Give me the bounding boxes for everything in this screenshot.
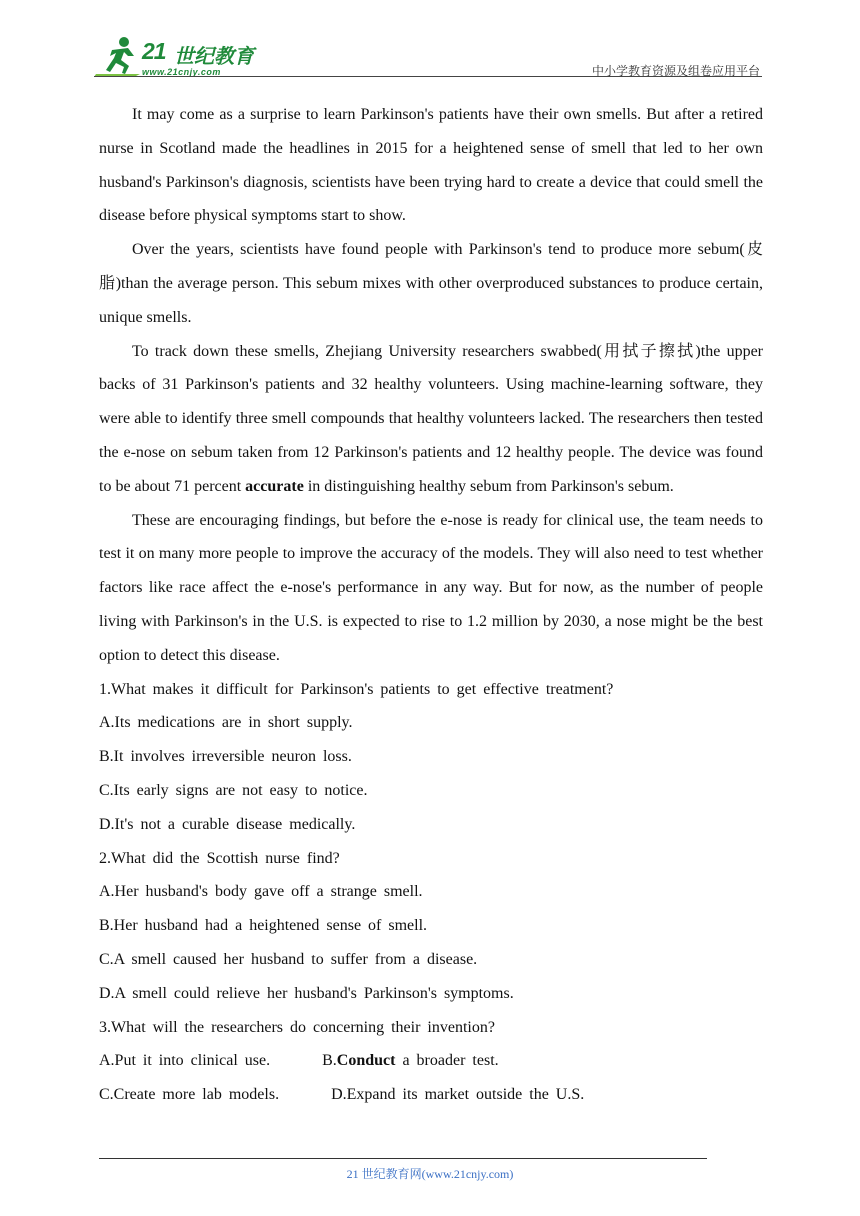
logo-text: 世纪教育 bbox=[174, 44, 254, 68]
option-3c: C.Create more lab models. bbox=[99, 1086, 280, 1104]
option-2a: A.Her husband's body gave off a strange smell. bbox=[99, 883, 423, 901]
paragraph-text: To track down these smells, Zhejiang University researchers swabbed(用拭子擦拭)the upper backs of 31 Parkinson's patients and 32 healthy volunteers. Using machine-learning software, they were able to identify three smell compounds that healthy volunteers lacked. The researchers then tested the e-nose on sebum taken from 12 Parkinson's patients and 12 healthy people. The device was found to be about 71 percent bbox=[99, 342, 763, 495]
passage-paragraph: These are encouraging findings, but before the e-nose is ready for clinical use, the team needs to test it on many more people to improve the accuracy of the models. They will also need to test whether factors like race affect the e-nose's performance in any way. But for now, as the number of people living with Parkinson's in the U.S. is expected to rise to 1.2 million by 2030, a nose might be the best option to detect this disease. bbox=[99, 511, 763, 664]
question-2: 2.What did the Scottish nurse find? bbox=[99, 849, 340, 867]
logo-number: 21 bbox=[142, 38, 166, 64]
paragraph-text: in distinguishing healthy sebum from Parkinson's sebum. bbox=[303, 477, 674, 495]
site-logo bbox=[94, 34, 264, 78]
option-2c: C.A smell caused her husband to suffer from a disease. bbox=[99, 950, 478, 968]
passage-paragraph bbox=[99, 335, 763, 504]
option-1d: D.It's not a curable disease medically. bbox=[99, 815, 356, 833]
page-footer: 21 世纪教育网(www.21cnjy.com) bbox=[346, 1167, 514, 1181]
option-3a: A.Put it into clinical use. bbox=[99, 1052, 271, 1070]
logo-url: www.21cnjy.com bbox=[142, 67, 221, 77]
document-body bbox=[99, 98, 763, 1112]
page-header bbox=[94, 30, 760, 78]
option-3b-rest: a broader test. bbox=[395, 1052, 499, 1070]
question-1: 1.What makes it difficult for Parkinson's patients to get effective treatment? bbox=[99, 680, 614, 698]
bold-word: Conduct bbox=[336, 1052, 396, 1070]
options-3cd bbox=[99, 1078, 763, 1112]
runner-logo-icon bbox=[94, 34, 144, 78]
bold-word: accurate bbox=[245, 477, 304, 495]
option-1b: B.It involves irreversible neuron loss. bbox=[99, 748, 352, 766]
option-1a: A.Its medications are in short supply. bbox=[99, 714, 353, 732]
header-tagline: 中小学教育资源及组卷应用平台 bbox=[591, 64, 760, 78]
question-3: 3.What will the researchers do concerning their invention? bbox=[99, 1018, 495, 1036]
option-3b-prefix: B. bbox=[322, 1052, 337, 1070]
passage-paragraph: It may come as a surprise to learn Parkinson's patients have their own smells. But after a retired nurse in Scotland made the headlines in 2015 for a heightened sense of smell that led to her own husband's Parkinson's diagnosis, scientists have been trying hard to create a device that could smell the disease before physical symptoms start to show. bbox=[99, 106, 763, 225]
options-3ab bbox=[99, 1044, 763, 1078]
footer-divider bbox=[99, 1158, 707, 1159]
option-2b: B.Her husband had a heightened sense of smell. bbox=[99, 917, 428, 935]
passage-paragraph: Over the years, scientists have found people with Parkinson's tend to produce more sebum(皮脂)than the average person. This sebum mixes with other overproduced substances to produce certain, unique smells. bbox=[99, 241, 764, 326]
header-divider bbox=[94, 76, 762, 77]
option-3d: D.Expand its market outside the U.S. bbox=[331, 1086, 585, 1104]
option-1c: C.Its early signs are not easy to notice. bbox=[99, 781, 368, 799]
option-2d: D.A smell could relieve her husband's Parkinson's symptoms. bbox=[99, 984, 514, 1002]
